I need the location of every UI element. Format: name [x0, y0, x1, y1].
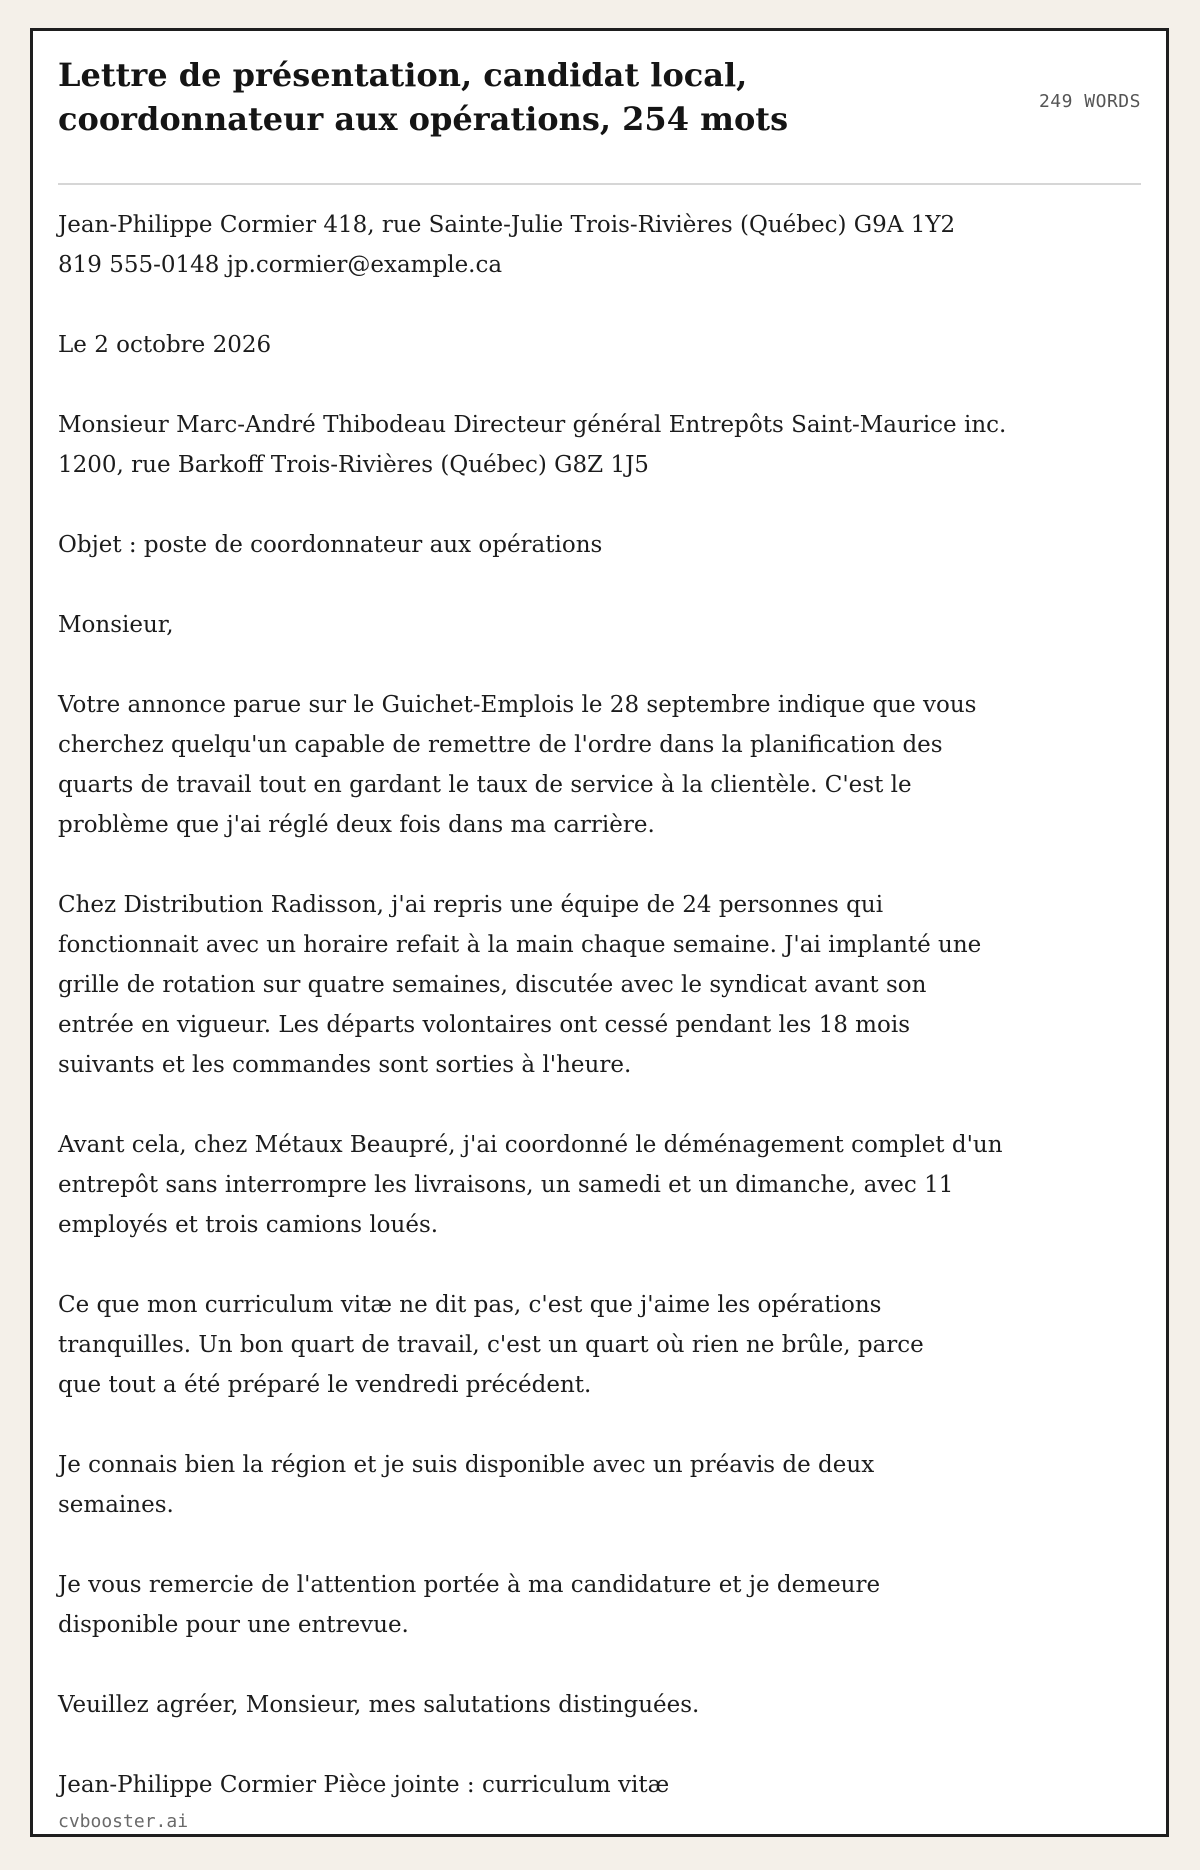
body-paragraph: Chez Distribution Radisson, j'ai repris une équipe de 24 personnes qui fonctionnait avec un horaire refait à la main chaque semaine. J'ai implanté une grille de rotation sur quatre semaines, discutée avec le syndicat avant son entrée en vigueur. Les départs volontaires ont cessé pendant les 18 mois suivants et les commandes sont sorties à l'heure.: [58, 892, 982, 1078]
brand-footer: cvbooster.ai: [58, 1811, 189, 1832]
sender-block: Jean-Philippe Cormier 418, rue Sainte-Julie Trois-Rivières (Québec) G9A 1Y2 819 555-0148 jp.cormier@example.ca: [58, 212, 956, 278]
document-title: Lettre de présentation, candidat local, coordonnateur aux opérations, 254 mots: [58, 56, 789, 138]
body-paragraph: Votre annonce parue sur le Guichet-Emplois le 28 septembre indique que vous cherchez quelqu'un capable de remettre de l'ordre dans la planification des quarts de travail tout en gardant le taux de service à la clientèle. C'est le problème que j'ai réglé deux fois dans ma carrière.: [58, 692, 977, 838]
letter-body: [58, 205, 1068, 1805]
letter-signature: Jean-Philippe Cormier Pièce jointe : curriculum vitæ: [58, 1772, 670, 1798]
document-card: [30, 28, 1169, 1837]
letter-subject: Objet : poste de coordonnateur aux opérations: [58, 532, 603, 558]
letter-date: Le 2 octobre 2026: [58, 332, 272, 358]
body-paragraph: Je connais bien la région et je suis disponible avec un préavis de deux semaines.: [58, 1452, 875, 1518]
body-paragraph: Ce que mon curriculum vitæ ne dit pas, c'est que j'aime les opérations tranquilles. Un bon quart de travail, c'est un quart où rien ne brûle, parce que tout a été préparé le vendredi précédent.: [58, 1292, 924, 1398]
body-paragraph: Je vous remercie de l'attention portée à ma candidature et je demeure disponible pour une entrevue.: [58, 1572, 881, 1638]
document-header: [58, 53, 1141, 185]
body-paragraph: Avant cela, chez Métaux Beaupré, j'ai coordonné le déménagement complet d'un entrepôt sans interrompre les livraisons, un samedi et un dimanche, avec 11 employés et trois camions loués.: [58, 1132, 1003, 1238]
letter-closing: Veuillez agréer, Monsieur, mes salutations distinguées.: [58, 1692, 700, 1718]
word-count-badge: 249 WORDS: [1038, 91, 1141, 112]
recipient-block: Monsieur Marc-André Thibodeau Directeur général Entrepôts Saint-Maurice inc. 1200, rue Barkoff Trois-Rivières (Québec) G8Z 1J5: [58, 412, 1007, 478]
letter-salutation: Monsieur,: [58, 612, 174, 638]
